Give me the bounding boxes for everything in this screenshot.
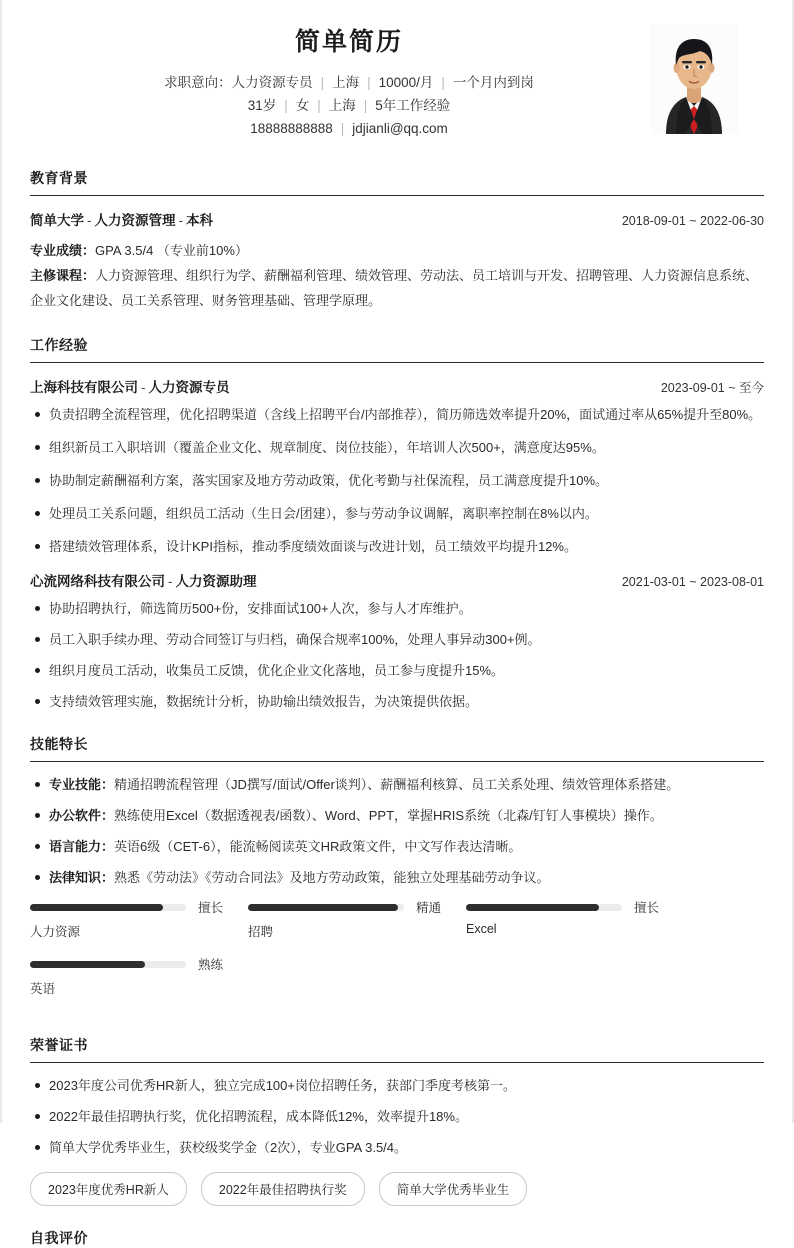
- skill-bar-item: [30, 899, 248, 940]
- skill-label: 办公软件：: [49, 808, 115, 823]
- skill-text: 熟悉《劳动法》《劳动合同法》及地方劳动政策，能独立处理基础劳动争议。: [114, 870, 550, 885]
- education-gpa-value: GPA 3.5/4 （专业前10%）: [95, 243, 248, 258]
- list-item: [30, 775, 764, 795]
- work-entry: [30, 570, 764, 712]
- skill-bar-item: [248, 899, 466, 940]
- work-entry-header: [30, 376, 764, 396]
- separator-icon: |: [367, 75, 371, 90]
- work-bullet-list: [30, 599, 764, 712]
- list-item: 搭建绩效管理体系，设计KPI指标，推动季度绩效面谈与改进计划，员工绩效平均提升12%。: [30, 537, 764, 557]
- list-item: 简单大学优秀毕业生，获校级奖学金（2次），专业GPA 3.5/4。: [30, 1138, 764, 1158]
- separator-icon: |: [317, 98, 321, 113]
- job-intent-availability: 一个月内到岗: [452, 75, 534, 90]
- skill-bar-fill: [30, 961, 145, 968]
- list-item: 协助制定薪酬福利方案，落实国家及地方劳动政策，优化考勤与社保流程，员工满意度提升10%。: [30, 471, 764, 491]
- job-intent-label: 求职意向：: [164, 75, 232, 90]
- skill-label: 专业技能：: [49, 777, 115, 792]
- skill-bar-level: 擅长: [634, 901, 660, 915]
- skill-bar-fill: [30, 904, 163, 911]
- section-divider: [30, 362, 764, 363]
- personal-experience: 5年工作经验: [375, 98, 451, 113]
- work-bullet-list: [30, 405, 764, 557]
- work-position: 人力资源专员: [148, 380, 230, 395]
- skill-label: 法律知识：: [49, 870, 115, 885]
- honors-tag-group: [30, 1172, 764, 1206]
- separator-icon: |: [340, 121, 345, 136]
- skill-bar-level: 熟练: [198, 958, 224, 972]
- skill-bar-name: 招聘: [248, 925, 274, 939]
- skill-text: 英语6级（CET-6），能流畅阅读英文HR政策文件，中文写作表达清晰。: [114, 839, 522, 854]
- section-honors: [30, 1035, 764, 1206]
- separator-icon: -: [141, 380, 146, 395]
- honors-bullet-list: [30, 1076, 764, 1158]
- contact-email: jdjianli@qq.com: [352, 121, 448, 136]
- list-item: 员工入职手续办理、劳动合同签订与归档，确保合规率100%，处理人事异动300+例。: [30, 630, 764, 650]
- section-title-skills: 技能特长: [30, 736, 88, 752]
- job-intent-city: 上海: [332, 75, 360, 90]
- education-gpa-label: 专业成绩：: [30, 243, 96, 258]
- separator-icon: -: [168, 574, 173, 589]
- skill-bar-fill: [466, 904, 599, 911]
- personal-gender: 女: [295, 98, 310, 113]
- education-degree: 本科: [186, 213, 213, 228]
- skill-text: 熟练使用Excel（数据透视表/函数）、Word、PPT，掌握HRIS系统（北森/钉钉人事模块）操作。: [114, 808, 663, 823]
- list-item: 组织月度员工活动，收集员工反馈，优化企业文化落地，员工参与度提升15%。: [30, 661, 764, 681]
- list-item: 协助招聘执行，筛选简历500+份，安排面试100+人次，参与人才库维护。: [30, 599, 764, 619]
- education-courses-value: 人力资源管理、组织行为学、薪酬福利管理、绩效管理、劳动法、员工培训与开发、招聘管理、人力资源信息系统、企业文化建设、员工关系管理、财务管理基础、管理学原理。: [30, 268, 759, 308]
- status-badge[interactable]: 2023年度优秀HR新人: [30, 1172, 187, 1206]
- list-item: [30, 806, 764, 826]
- skills-bullet-list: [30, 775, 764, 888]
- work-date-range: 2023-09-01 ~ 至今: [660, 381, 764, 395]
- list-item: 组织新员工入职培训（覆盖企业文化、规章制度、岗位技能），年培训人次500+，满意度达95%。: [30, 438, 764, 458]
- skill-bar-level: 擅长: [198, 901, 224, 915]
- work-company: 心流网络科技有限公司: [30, 574, 165, 589]
- section-divider: [30, 195, 764, 196]
- list-item: 处理员工关系问题，组织员工活动（生日会/团建），参与劳动争议调解，离职率控制在8%以内。: [30, 504, 764, 524]
- resume-header: [30, 0, 764, 146]
- skill-text: 精通招聘流程管理（JD撰写/面试/Offer谈判）、薪酬福利核算、员工关系处理、绩效管理体系搭建。: [114, 777, 680, 792]
- separator-icon: -: [87, 213, 92, 228]
- section-title-self-evaluation: 自我评价: [30, 1230, 88, 1246]
- education-date-range: 2018-09-01 ~ 2022-06-30: [621, 214, 764, 228]
- section-education: [30, 168, 764, 313]
- education-courses-line: [30, 263, 764, 313]
- separator-icon: |: [320, 75, 325, 90]
- education-gpa-line: [30, 238, 764, 263]
- list-item: [30, 837, 764, 857]
- portrait-photo-icon: [650, 24, 738, 134]
- list-item: 2023年度公司优秀HR新人，独立完成100+岗位招聘任务，获部门季度考核第一。: [30, 1076, 764, 1096]
- page-title: 简单简历: [294, 28, 403, 56]
- section-title-education: 教育背景: [30, 170, 88, 186]
- status-badge[interactable]: 2022年最佳招聘执行奖: [201, 1172, 365, 1206]
- skill-bar-track: [30, 961, 186, 968]
- skill-bar-track: [466, 904, 622, 911]
- separator-icon: |: [363, 98, 368, 113]
- section-divider: [30, 1062, 764, 1063]
- skill-bar-item: [466, 899, 684, 940]
- section-title-work: 工作经验: [30, 337, 88, 353]
- job-intent-position: 人力资源专员: [231, 75, 313, 90]
- work-position: 人力资源助理: [175, 574, 257, 589]
- section-skills: [30, 734, 764, 1013]
- education-courses-label: 主修课程：: [30, 268, 96, 283]
- skill-bar-group: [30, 899, 764, 1013]
- job-intent-salary: 10000/月: [378, 75, 434, 90]
- education-major: 人力资源管理: [94, 213, 176, 228]
- avatar: [650, 24, 738, 134]
- contact-phone: 18888888888: [250, 121, 333, 136]
- section-self-evaluation: [30, 1228, 764, 1248]
- skill-bar-level: 精通: [416, 901, 442, 915]
- work-company: 上海科技有限公司: [30, 380, 138, 395]
- work-entry: [30, 376, 764, 557]
- section-divider: [30, 761, 764, 762]
- separator-icon: |: [284, 98, 288, 113]
- work-entry-header: [30, 570, 764, 590]
- separator-icon: -: [178, 213, 183, 228]
- skill-bar-item: [30, 956, 248, 997]
- skill-bar-name: 英语: [30, 982, 56, 996]
- list-item: 支持绩效管理实施，数据统计分析，协助输出绩效报告，为决策提供依据。: [30, 692, 764, 712]
- section-title-honors: 荣誉证书: [30, 1037, 88, 1053]
- education-school: 简单大学: [30, 213, 84, 228]
- education-entry-header: [30, 209, 764, 229]
- personal-age: 31岁: [247, 98, 277, 113]
- list-item: 负责招聘全流程管理，优化招聘渠道（含线上招聘平台/内部推荐），简历筛选效率提升20%，面试通过率从65%提升至80%。: [30, 405, 764, 425]
- status-badge[interactable]: 简单大学优秀毕业生: [379, 1172, 528, 1206]
- skill-bar-track: [30, 904, 186, 911]
- skill-bar-track: [248, 904, 404, 911]
- skill-label: 语言能力：: [49, 839, 115, 854]
- work-date-range: 2021-03-01 ~ 2023-08-01: [621, 575, 764, 589]
- personal-location: 上海: [328, 98, 356, 113]
- section-work-experience: [30, 335, 764, 712]
- skill-bar-name: Excel: [466, 922, 497, 936]
- skill-bar-fill: [248, 904, 398, 911]
- list-item: [30, 868, 764, 888]
- skill-bar-name: 人力资源: [30, 925, 81, 939]
- separator-icon: |: [441, 75, 445, 90]
- list-item: 2022年最佳招聘执行奖，优化招聘流程，成本降低12%，效率提升18%。: [30, 1107, 764, 1127]
